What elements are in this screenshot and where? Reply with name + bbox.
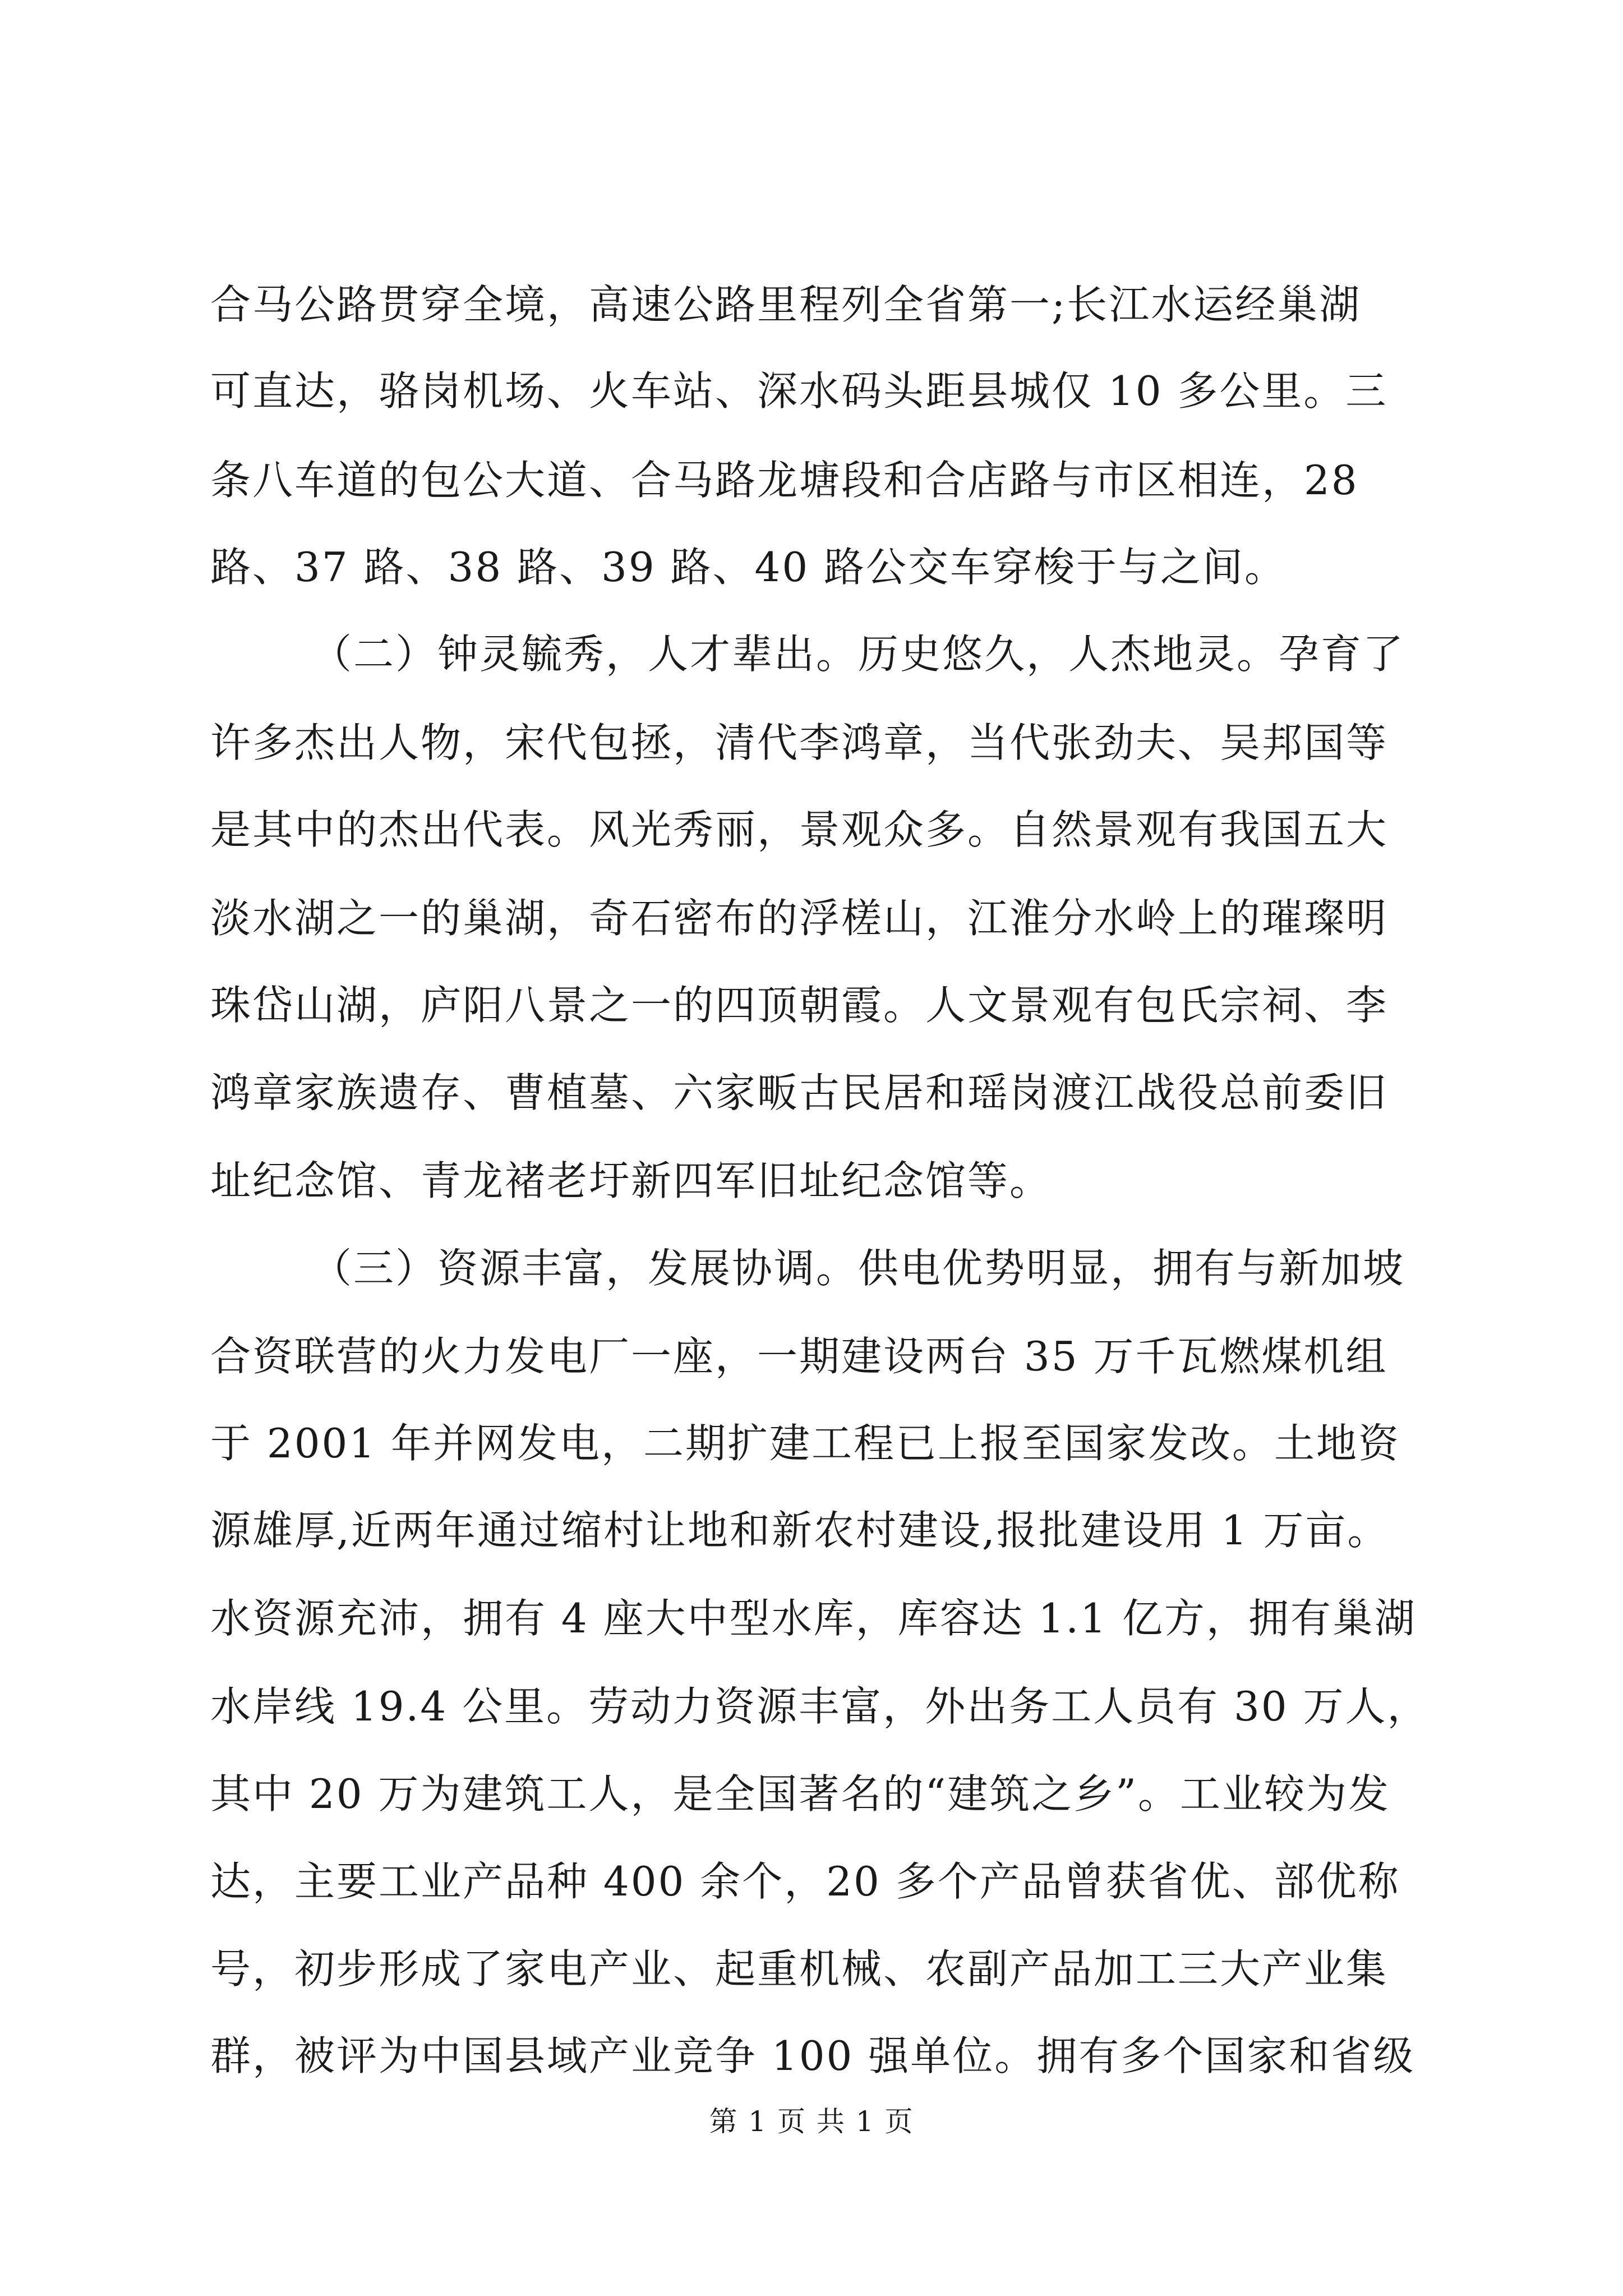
paragraph-line: 是其中的杰出代表。风光秀丽，景观众多。自然景观有我国五大 xyxy=(210,806,1389,853)
paragraph-first-line: （二）钟灵毓秀，人才辈出。历史悠久，人杰地灵。孕育了 xyxy=(311,631,1405,678)
paragraph-line: 达，主要工业产品种 400 余个，20 多个产品曾获省优、部优称 xyxy=(210,1858,1400,1905)
paragraph-line: 许多杰出人物，宋代包拯，清代李鸿章，当代张劲夫、吴邦国等 xyxy=(210,719,1389,766)
paragraph-line: 号，初步形成了家电产业、起重机械、农副产品加工三大产业集 xyxy=(210,1945,1389,1993)
paragraph-line: 水岸线 19.4 公里。劳动力资源丰富，外出务工人员有 30 万人， xyxy=(210,1683,1430,1730)
paragraph-line: 鸿章家族遗存、曹植墓、六家畈古民居和瑶岗渡江战役总前委旧 xyxy=(210,1069,1389,1116)
paragraph-line: 水资源充沛，拥有 4 座大中型水库，库容达 1.1 亿方，拥有巢湖 xyxy=(210,1595,1417,1642)
paragraph-first-line: （三）资源丰富，发展协调。供电优势明显，拥有与新加坡 xyxy=(311,1245,1405,1292)
paragraph-line: 合资联营的火力发电厂一座，一期建设两台 35 万千瓦燃煤机组 xyxy=(210,1333,1388,1380)
paragraph-line: 源雄厚,近两年通过缩村让地和新农村建设,报批建设用 1 万亩。 xyxy=(210,1507,1390,1554)
paragraph-line: 合马公路贯穿全境，高速公路里程列全省第一;长江水运经巢湖 xyxy=(210,281,1362,328)
paragraph-line: 群，被评为中国县域产业竞争 100 强单位。拥有多个国家和省级 xyxy=(210,2032,1415,2079)
paragraph-line: 条八车道的包公大道、合马路龙塘段和合店路与市区相连，28 xyxy=(210,457,1359,504)
paragraph-line: 路、37 路、38 路、39 路、40 路公交车穿梭于与之间。 xyxy=(210,544,1287,591)
paragraph-line: 址纪念馆、青龙褚老圩新四军旧址纪念馆等。 xyxy=(210,1157,1052,1204)
page-number-footer: 第 1 页 共 1 页 xyxy=(709,2105,914,2138)
paragraph-line: 可直达，骆岗机场、火车站、深水码头距县城仅 10 多公里。三 xyxy=(210,367,1388,415)
paragraph-line: 于 2001 年并网发电，二期扩建工程已上报至国家发改。土地资 xyxy=(210,1420,1401,1467)
paragraph-line: 珠岱山湖，庐阳八景之一的四顶朝霞。人文景观有包氏宗祠、李 xyxy=(210,982,1389,1029)
paragraph-line: 淡水湖之一的巢湖，奇石密布的浮槎山，江淮分水岭上的璀璨明 xyxy=(210,895,1389,942)
paragraph-line: 其中 20 万为建筑工人，是全国著名的“建筑之乡”。工业较为发 xyxy=(210,1770,1391,1818)
